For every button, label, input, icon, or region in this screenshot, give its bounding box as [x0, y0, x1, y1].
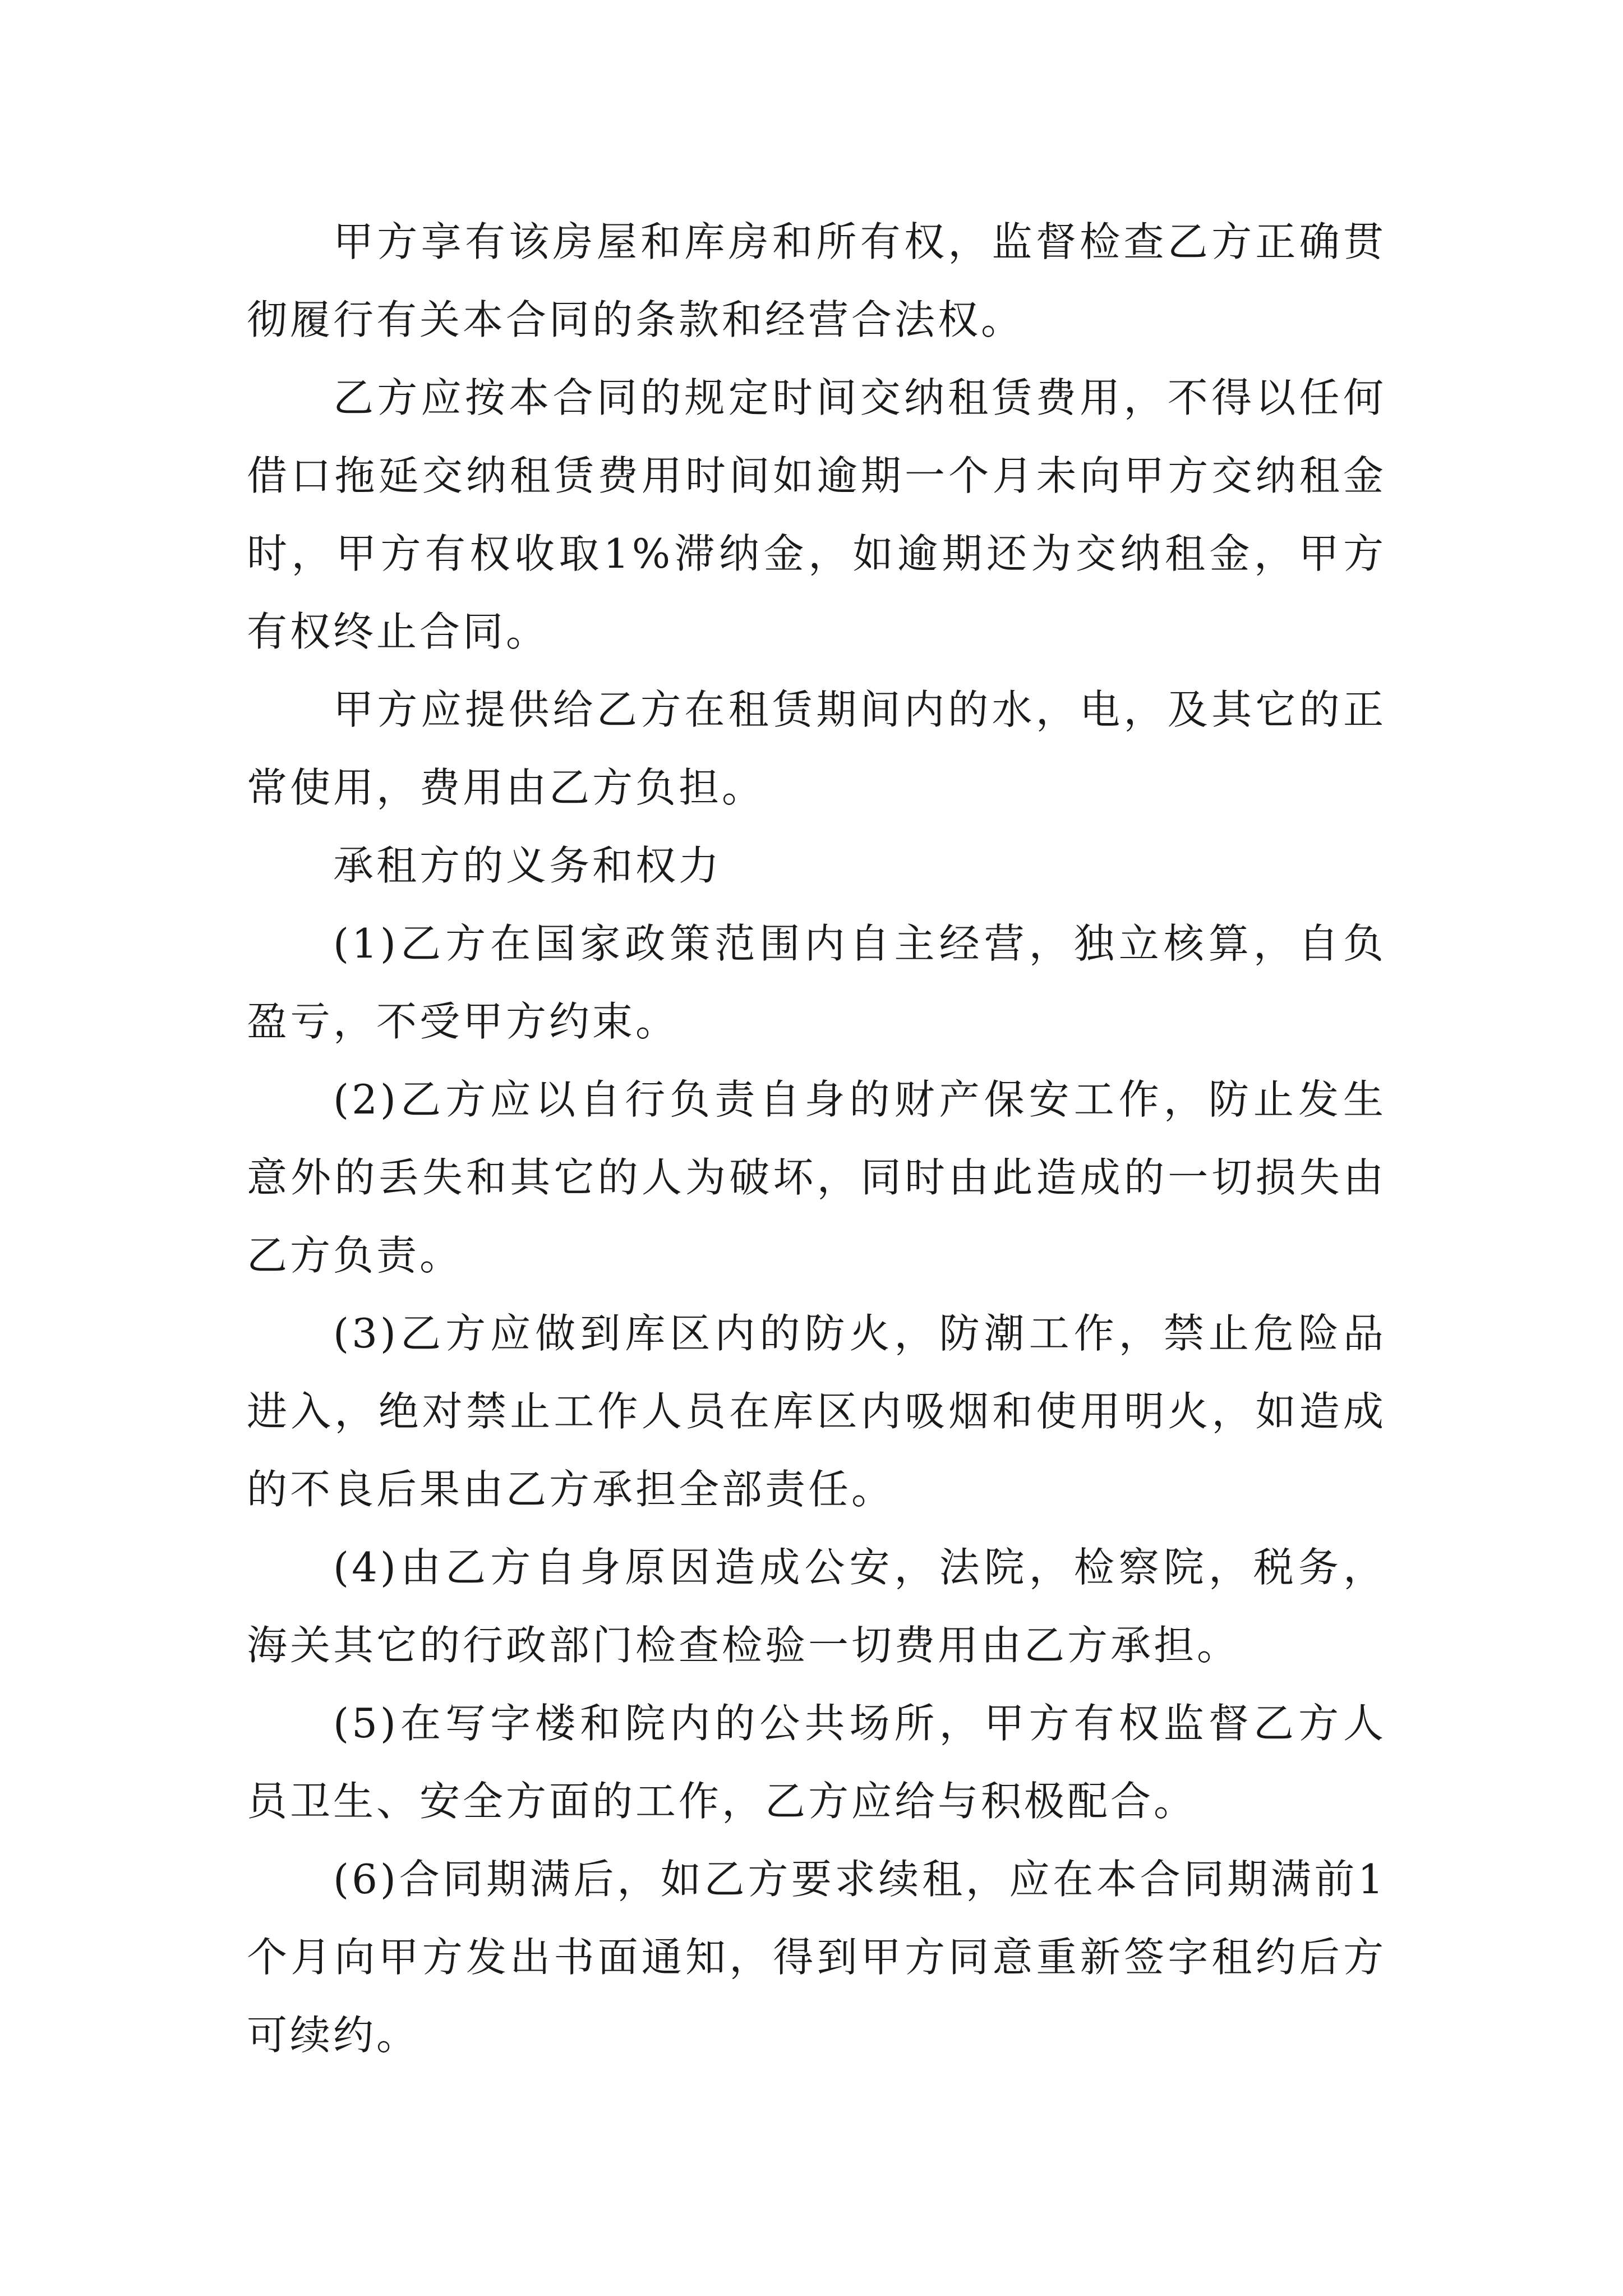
clause-6: (6)合同期满后，如乙方要求续租，应在本合同期满前1个月向甲方发出书面通知，得到甲方同意重新签字租约后方可续约。 — [247, 1856, 1386, 2059]
clause-5: (5)在写字楼和院内的公共场所，甲方有权监督乙方人员卫生、安全方面的工作，乙方应给与积极配合。 — [247, 1700, 1386, 1825]
clause-2: (2)乙方应以自行负责自身的财产保安工作，防止发生意外的丢失和其它的人为破坏，同时由此造成的一切损失由乙方负责。 — [247, 1076, 1386, 1279]
clause-1: (1)乙方在国家政策范围内自主经营，独立核算，自负盈亏，不受甲方约束。 — [247, 920, 1386, 1045]
clause-3: (3)乙方应做到库区内的防火，防潮工作，禁止危险品进入，绝对禁止工作人员在库区内吸烟和使用明火，如造成的不良后果由乙方承担全部责任。 — [247, 1310, 1386, 1513]
paragraph-rent-payment: 乙方应按本合同的规定时间交纳租赁费用，不得以任何借口拖延交纳租赁费用时间如逾期一个月未向甲方交纳租金时，甲方有权收取1%滞纳金，如逾期还为交纳租金，甲方有权终止合同。 — [247, 374, 1386, 655]
paragraph-owner-rights: 甲方享有该房屋和库房和所有权，监督检查乙方正确贯彻履行有关本合同的条款和经营合法权。 — [247, 218, 1386, 343]
document-body — [247, 203, 1386, 2074]
paragraph-utilities: 甲方应提供给乙方在租赁期间内的水，电，及其它的正常使用，费用由乙方负担。 — [247, 686, 1386, 811]
clause-4: (4)由乙方自身原因造成公安，法院，检察院，税务，海关其它的行政部门检查检验一切费用由乙方承担。 — [247, 1544, 1386, 1669]
section-heading-lessee-duties: 承租方的义务和权力 — [333, 842, 722, 889]
